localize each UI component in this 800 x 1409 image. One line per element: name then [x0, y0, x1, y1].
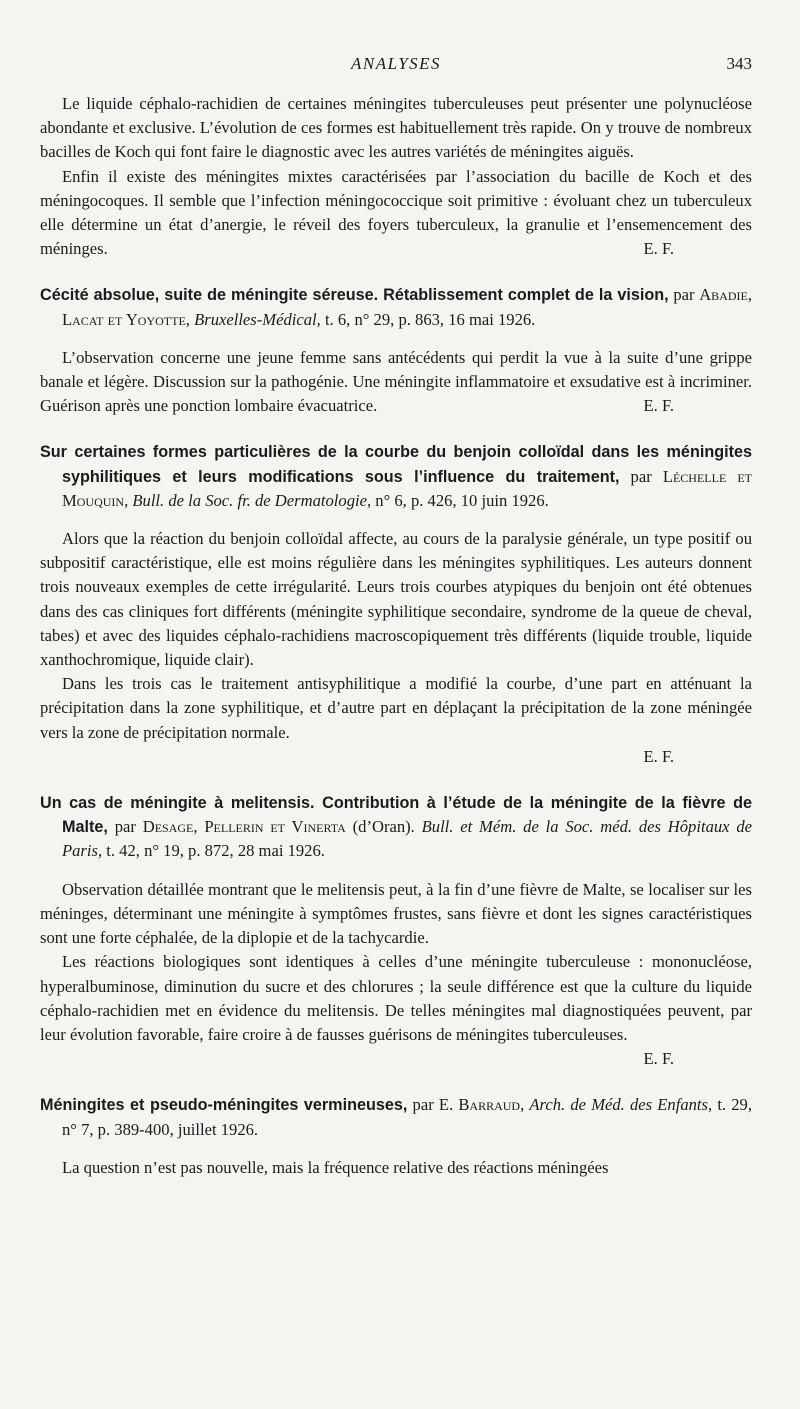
article-heading-4: [40, 1093, 752, 1141]
article-body: Observation détaillée montrant que le melitensis peut, à la fin d’une fièvre de Malte, se localiser sur les méninges, déterminant une méningite à symptômes frustes, sans fièvre et dont les signes caractéristiques sont une forte céphalée, de la diplopie et de la tachycardie.: [40, 879, 752, 948]
continuation-paragraph-1: Le liquide céphalo-rachidien de certaines méningites tuberculeuses peut présenter une polynucléose abondante et exclusive. L’évolution de ces formes est habituellement très rapide. On y trouve de nombreux bacilles de Koch qui font faire le diagnostic avec les autres variétés de méningites aiguës.: [40, 94, 752, 162]
page-number: 343: [726, 54, 752, 73]
signature: E. F.: [643, 239, 674, 259]
article-body: [40, 950, 752, 1071]
article-heading-1: [40, 283, 752, 331]
article-par: par: [630, 466, 652, 486]
article-body-text: L’observation concerne une jeune femme sans antécédents qui perdit la vue à la suite d’une grippe banale et légère. Discussion sur la pathogénie. Une méningite inflammatoire et exsudative est à incriminer. Guérison après une ponction lombaire évacuatrice.: [40, 347, 752, 416]
article-authors: E. Barraud,: [438, 1095, 525, 1115]
continuation-paragraph-2: [40, 165, 752, 262]
article-body: Dans les trois cas le traitement antisyphilitique a modifié la courbe, d’une part en atténuant la précipitation dans la zone syphilitique, et d’autre part en déplaçant la précipitation de la zone méningée vers la zone de précipitation normale.: [40, 674, 752, 742]
article-affiliation: (d’Oran).: [352, 817, 415, 837]
article-par: par: [114, 817, 136, 837]
article-reference: n° 6, p. 426, 10 juin 1926.: [375, 490, 549, 510]
article-reference: t. 29, n° 7, p. 389-400, juillet 1926.: [62, 1095, 752, 1139]
running-title: ANALYSES: [350, 54, 442, 73]
article-heading-3: [40, 791, 752, 864]
article-reference: t. 42, n° 19, p. 872, 28 mai 1926.: [106, 841, 325, 861]
signature: E. F.: [643, 746, 674, 766]
article-title: Méningites et pseudo-méningites vermineuses,: [40, 1096, 408, 1115]
article-title: Sur certaines formes particulières de la courbe du benjoin colloïdal dans les méningites syphilitiques et leurs modifications sous l’influence du traitement,: [40, 443, 752, 486]
article-authors: Léchelle et Mouquin,: [62, 466, 752, 510]
continuation-paragraph-2-text: Enfin il existe des méningites mixtes caractérisées par l’association du bacille de Koch et des méningocoques. Il semble que l’infection méningococcique soit primitive : évoluant chez un tuberculeux elle détermine un état d’anergie, le réveil des foyers tuberculeux, la granulie et l’ensemencement des méninges.: [40, 166, 752, 259]
article-par: par: [412, 1095, 434, 1115]
article-source: Bull. de la Soc. fr. de Dermatologie,: [132, 490, 372, 510]
article-source: Bruxelles-Médical,: [194, 309, 321, 329]
article-authors: Desage, Pellerin et Vinerta: [142, 817, 346, 837]
article-par: par: [673, 285, 695, 305]
article-title: Un cas de méningite à melitensis. Contribution à l’étude de la méningite de la fièvre de Malte,: [40, 794, 752, 837]
page-body: [40, 92, 752, 1180]
running-header: [40, 54, 752, 80]
article-reference: t. 6, n° 29, p. 863, 16 mai 1926.: [324, 309, 536, 329]
article-body: Alors que la réaction du benjoin colloïdal affecte, au cours de la paralysie générale, un type positif ou subpositif caractéristique, elle est moins régulière dans les méningites syphilitiques. Les auteurs donnent trois nouveaux exemples de cette irrégularité. Leurs trois courbes atypiques du benjoin ont été obtenues dans des cas cliniques fort différents (méningite syphilitique secondaire, syndrome de la queue de cheval, tabes) et avec des liquides céphalo-rachidiens macroscopiquement très différents (liquide trouble, liquide xanthochromique, liquide clair).: [40, 529, 752, 670]
article-authors: Abadie, Lacat et Yoyotte,: [62, 285, 752, 329]
article-title: Cécité absolue, suite de méningite séreuse. Rétablissement complet de la vision,: [40, 286, 669, 305]
signature: E. F.: [643, 1049, 674, 1069]
article-body: [40, 346, 752, 419]
article-source: Arch. de Méd. des Enfants,: [529, 1095, 713, 1115]
article-source: Bull. et Mém. de la Soc. méd. des Hôpitaux de Paris,: [62, 817, 752, 861]
article-body-text: Les réactions biologiques sont identiques à celles d’une méningite tuberculeuse : mononucléose, hyperalbuminose, diminution du sucre et des chlorures ; la seule différence est que la culture du liquide céphalo-rachidien met en évidence du melitensis. De telles méningites mal diagnostiquées peuvent, par leur évolution favorable, faire croire à de fausses guérisons de méningites tuberculeuses.: [40, 952, 752, 1044]
article-heading-2: [40, 440, 752, 513]
article-body: La question n’est pas nouvelle, mais la fréquence relative des réactions méningées: [62, 1157, 609, 1177]
signature: E. F.: [643, 396, 674, 416]
